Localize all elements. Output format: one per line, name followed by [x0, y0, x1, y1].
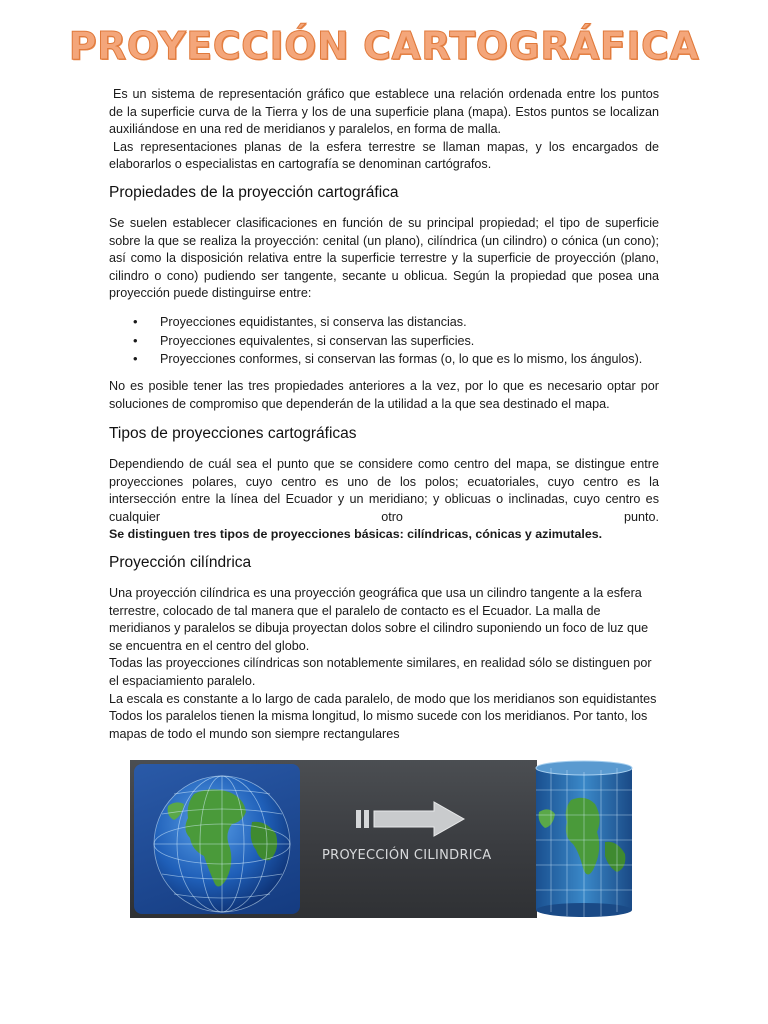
properties-closing: No es posible tener las tres propiedades anteriores a la vez, por lo que es necesario optar por soluciones de compromiso que dependerán de la utilidad a la que sea destinado el mapa.: [109, 379, 659, 411]
types-paragraph: Dependiendo de cuál sea el punto que se considere como centro del mapa, se distingue entre proyecciones polares, cuyo centro es uno de los polos; ecuatoriales, cuyo centro es la intersección entre la línea del Ecuador y un meridiano; y oblicuas o inclinadas, cuyo centro es cualquier otro punto.: [109, 457, 659, 524]
list-item: • Proyecciones equivalentes, si conservan las superficies.: [109, 332, 659, 351]
document-title: PROYECCIÓN CARTOGRÁFICA: [68, 24, 700, 68]
globe-icon: [134, 764, 300, 914]
projection-figure: [130, 760, 537, 918]
heading-properties: Propiedades de la proyección cartográfica: [109, 184, 399, 201]
cylindrical-paragraph-1: Una proyección cilíndrica es una proyección geográfica que usa un cilindro tangente a la esfera terrestre, colocado de tal manera que el paralelo de contacto es el Ecuador. La malla de meridianos y paralelos se dibuja proyectan dolos sobre el cilindro suponiendo un foco de luz que se encuentra en el centro del globo.: [109, 586, 649, 653]
heading-cylindrical-wrap: [109, 554, 659, 572]
cylinder-map-icon: [533, 760, 638, 918]
intro-paragraph-2: Las representaciones planas de la esfera terrestre se llaman mapas, y los encargados de elaborarlos o especialistas en cartografía se denominan cartógrafos.: [109, 139, 659, 172]
properties-section: [109, 215, 659, 303]
intro-section: [109, 86, 659, 174]
types-section: [109, 456, 659, 544]
cylindrical-paragraph-2: Todas las proyecciones cilíndricas son notablemente similares, en realidad sólo se distinguen por el espaciamiento paralelo.: [109, 656, 652, 688]
properties-list: [109, 313, 659, 369]
figure-caption: PROYECCIÓN CILINDRICA: [322, 848, 492, 863]
heading-cylindrical: Proyección cilíndrica: [109, 554, 252, 571]
list-item: • Proyecciones conformes, si conservan las formas (o, lo que es lo mismo, los ángulos).: [109, 350, 659, 369]
types-summary: Se distinguen tres tipos de proyecciones básicas: cilíndricas, cónicas y azimutales.: [109, 527, 603, 542]
properties-list-wrap: [109, 313, 659, 369]
heading-properties-wrap: [109, 184, 659, 202]
intro-paragraph-1: Es un sistema de representación gráfico que establece una relación ordenada entre los puntos de la superficie curva de la Tierra y los de una superficie plana (mapa). Estos puntos se localizan auxiliándose en una red de meridianos y paralelos, en forma de malla.: [109, 87, 659, 137]
heading-types: Tipos de proyecciones cartográficas: [109, 425, 357, 442]
cylindrical-section: [109, 585, 659, 743]
properties-closing-wrap: [109, 378, 659, 413]
list-item: • Proyecciones equidistantes, si conserva las distancias.: [109, 313, 659, 332]
heading-types-wrap: [109, 425, 659, 443]
cylindrical-paragraph-3: La escala es constante a lo largo de cada paralelo, de modo que los meridianos son equidistantes Todos los paralelos tienen la misma longitud, lo mismo sucede con los meridianos. Por tanto, los mapas de todo el mundo son siempre rectangulares: [109, 691, 657, 741]
arrow-right-icon: [356, 800, 468, 845]
properties-paragraph: Se suelen establecer clasificaciones en función de su principal propiedad; el tipo de superficie sobre la que se realiza la proyección: cenital (un plano), cilíndrica (un cilindro) o cónica (un cono); así como la disposición relativa entre la superficie terrestre y la superficie de proyección (plano, cilindro o cono) pudiendo ser tangente, secante u oblicua. Según la propiedad que posea una proyección puede distinguirse entre:: [109, 216, 659, 301]
